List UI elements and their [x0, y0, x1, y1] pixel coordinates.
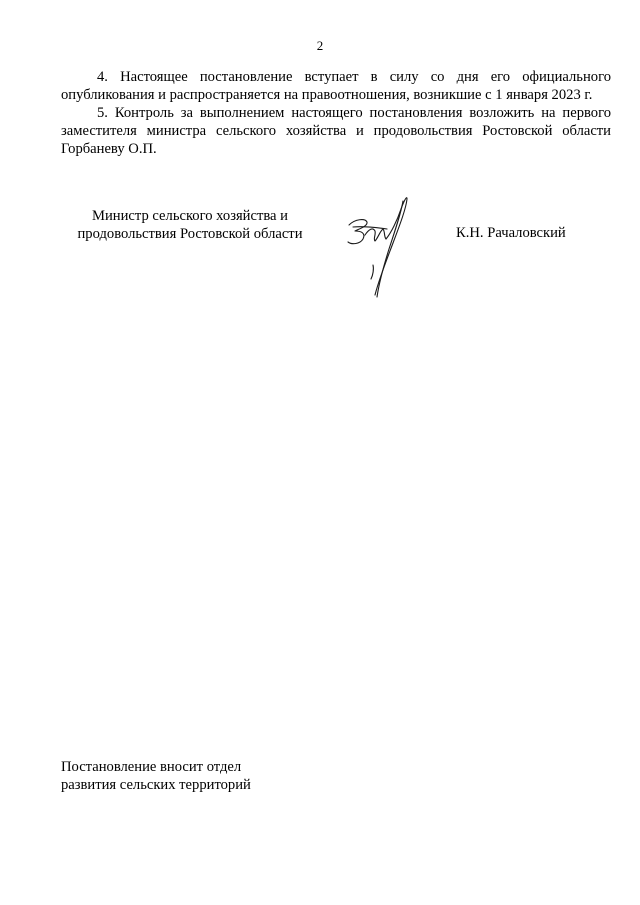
signatory-title-line-1: Министр сельского хозяйства и: [92, 208, 288, 224]
footer-note: [61, 758, 251, 794]
footer-line-2: развития сельских территорий: [61, 777, 251, 793]
signatory-title-line-2: продовольствия Ростовской области: [77, 226, 303, 242]
signatory-name: К.Н. Рачаловский: [456, 225, 566, 241]
clause-4: 4. Настоящее постановление вступает в силу со дня его официального опубликования и распространяется на правоотношения, возникшие с 1 января 2023 г.: [61, 69, 611, 103]
decree-body: [61, 68, 611, 158]
footer-line-1: Постановление вносит отдел: [61, 759, 242, 775]
signature-block: [60, 207, 615, 307]
handwritten-signature: [343, 191, 423, 303]
page-number: 2: [316, 38, 324, 53]
signatory-title: [60, 207, 320, 243]
clause-5: 5. Контроль за выполнением настоящего постановления возложить на первого заместителя министра сельского хозяйства и продовольствия Ростовской области Горбаневу О.П.: [61, 105, 611, 157]
